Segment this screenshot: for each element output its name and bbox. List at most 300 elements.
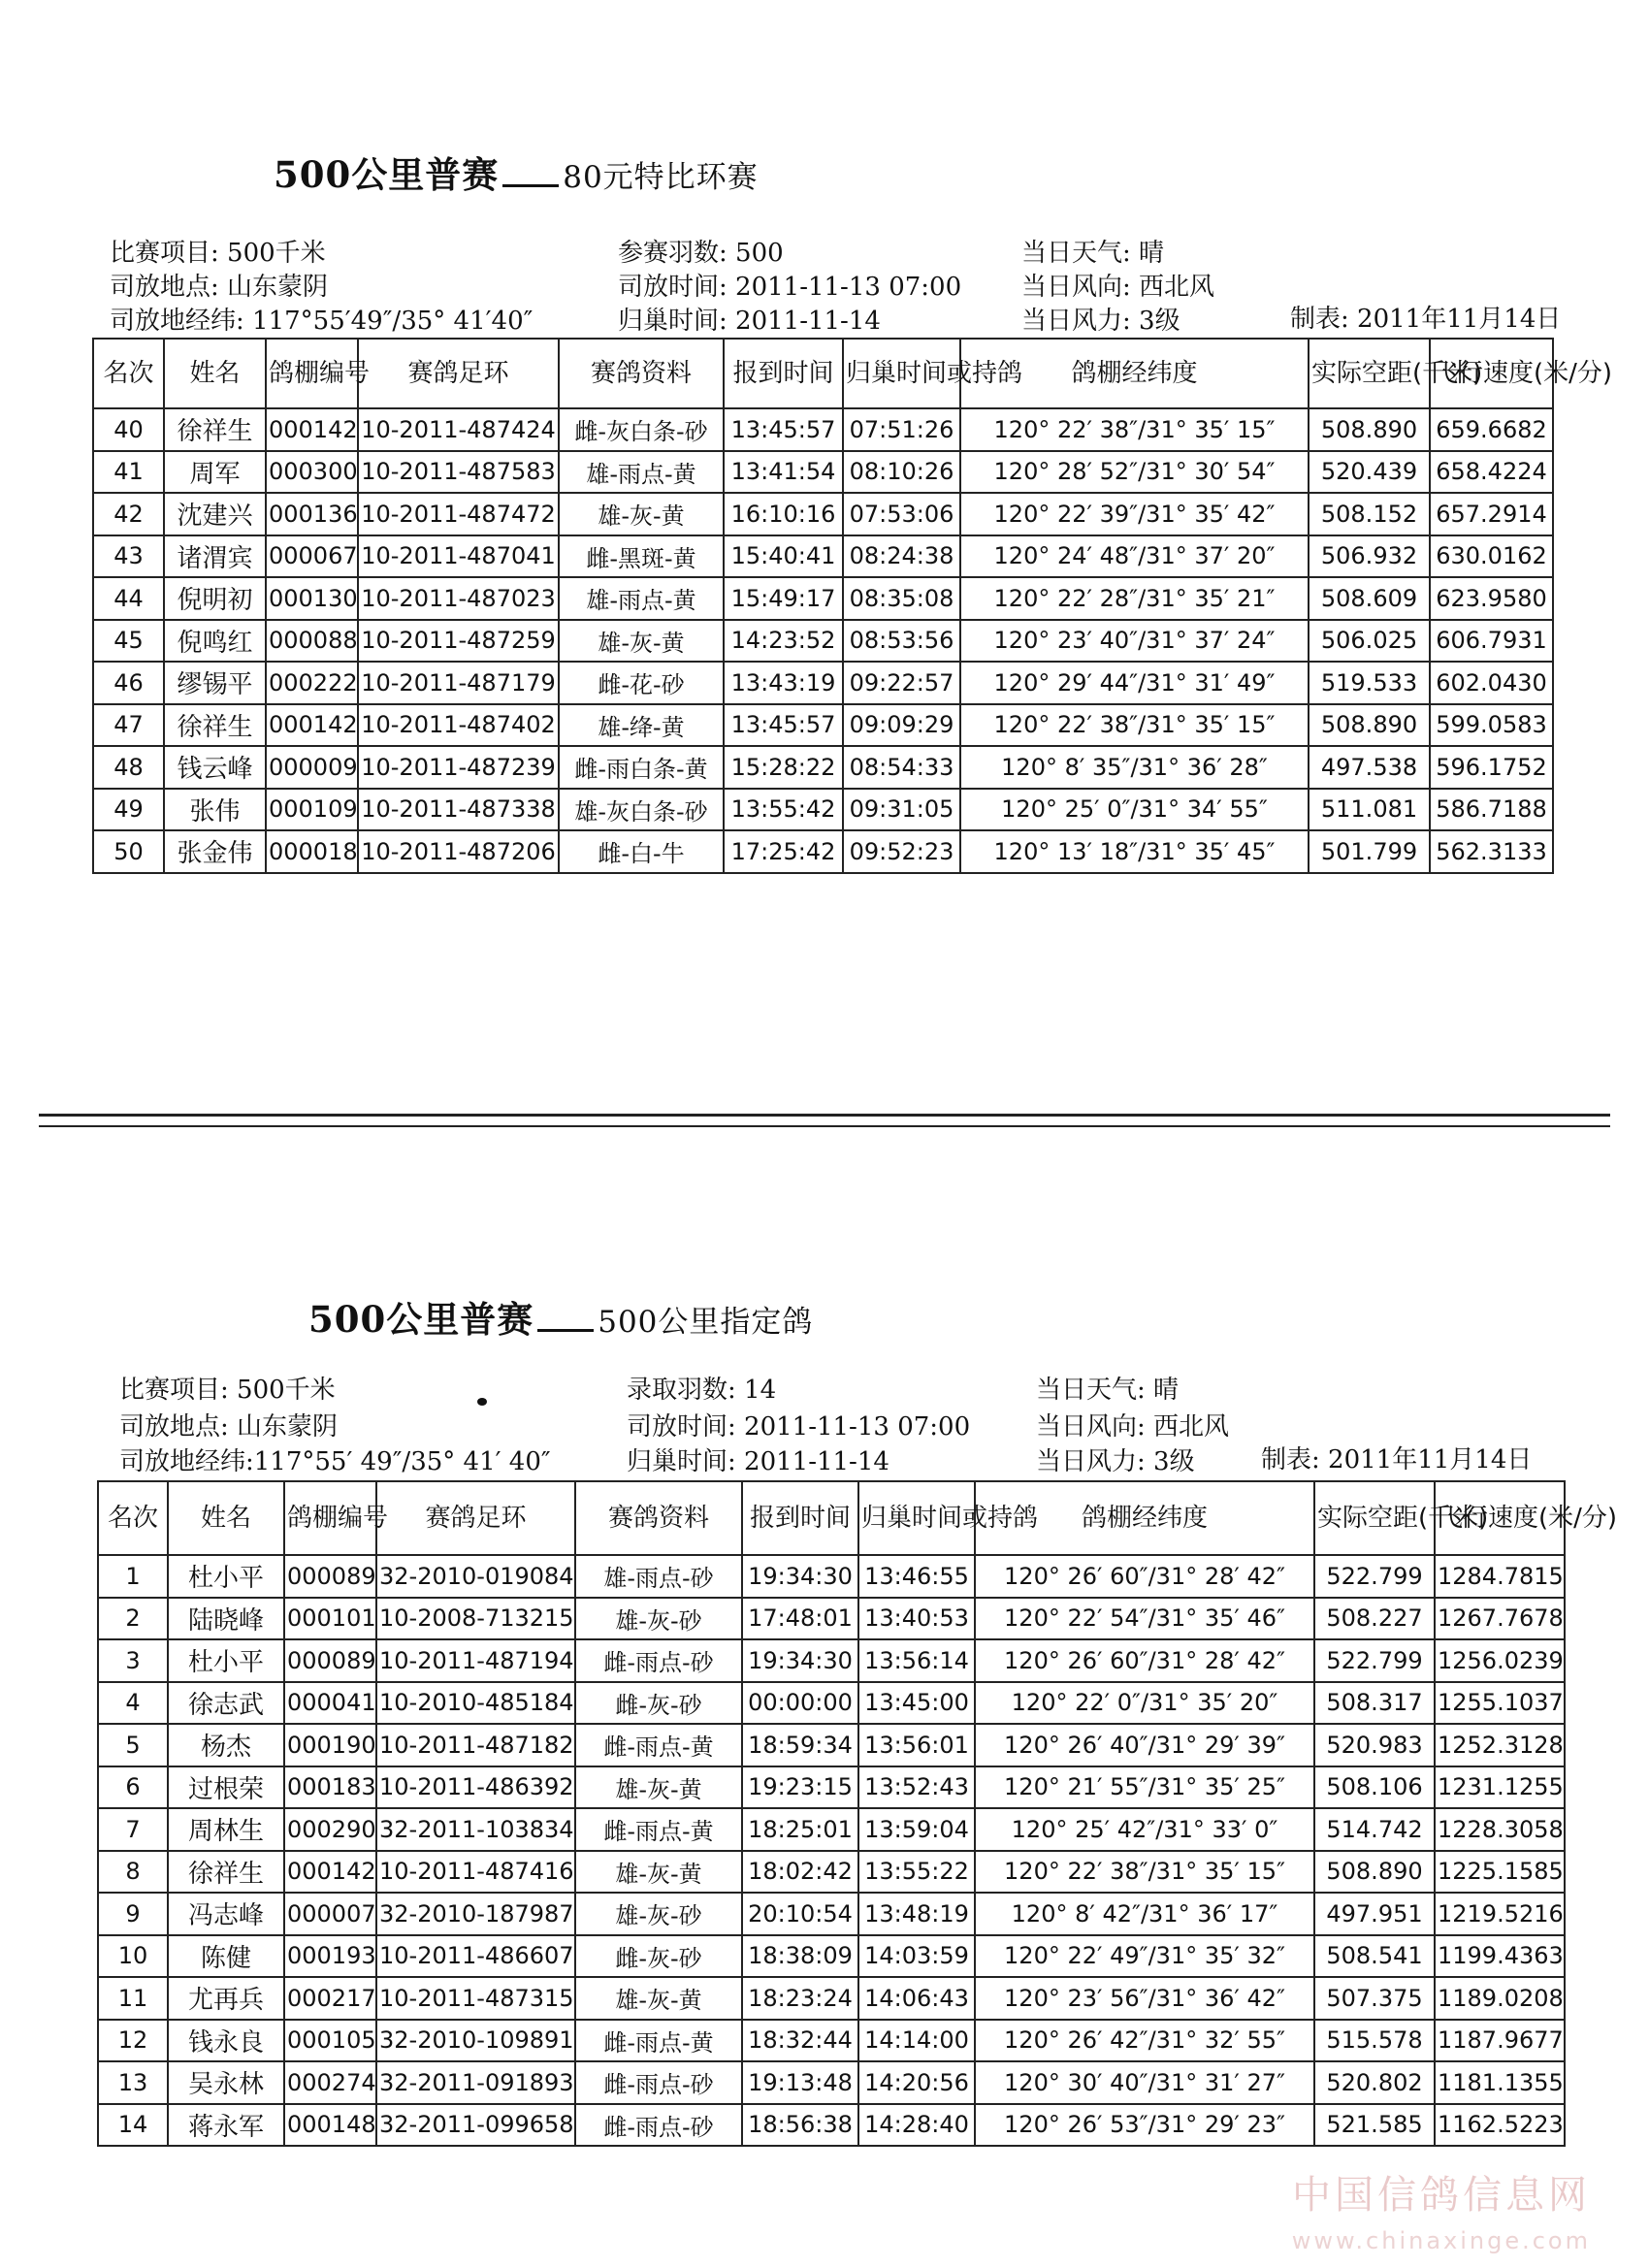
cell-return-time: 09:09:29 [843, 704, 960, 747]
cell-loft-coords: 120° 22′ 0″/31° 35′ 20″ [975, 1682, 1314, 1725]
cell-report-time: 18:32:44 [742, 2020, 858, 2062]
cell-report-time: 19:13:48 [742, 2061, 858, 2104]
cell-loft-no: 000018 [266, 830, 358, 873]
info-event: 比赛项目: 500千米 [119, 1376, 336, 1405]
cell-return-time: 13:52:43 [858, 1766, 975, 1809]
cell-loft-coords: 120° 24′ 48″/31° 37′ 20″ [960, 535, 1309, 578]
cell-rank: 6 [98, 1766, 168, 1809]
table-body [98, 1555, 1565, 2146]
cell-ring: 10-2011-487338 [358, 789, 559, 831]
cell-loft-coords: 120° 26′ 42″/31° 32′ 55″ [975, 2020, 1314, 2062]
table-row [98, 1682, 1565, 1725]
cell-name: 倪鸣红 [164, 620, 266, 663]
cell-loft-no: 000088 [266, 620, 358, 663]
cell-speed: 657.2914 [1430, 493, 1553, 535]
cell-report-time: 13:45:57 [724, 408, 843, 451]
cell-report-time: 15:49:17 [724, 577, 843, 620]
cell-bird-info: 雄-灰-砂 [575, 1893, 742, 1935]
cell-report-time: 13:41:54 [724, 451, 843, 494]
cell-report-time: 14:23:52 [724, 620, 843, 663]
cell-speed: 1199.4363 [1435, 1935, 1565, 1978]
cell-loft-coords: 120° 25′ 42″/31° 33′ 0″ [975, 1808, 1314, 1851]
cell-ring: 10-2011-487259 [358, 620, 559, 663]
cell-bird-info: 雄-雨点-黄 [559, 451, 724, 494]
cell-speed: 1231.1255 [1435, 1766, 1565, 1809]
cell-speed: 1187.9677 [1435, 2020, 1565, 2062]
cell-loft-coords: 120° 22′ 49″/31° 35′ 32″ [975, 1935, 1314, 1978]
cell-distance: 508.890 [1314, 1851, 1435, 1894]
cell-loft-coords: 120° 22′ 39″/31° 35′ 42″ [960, 493, 1309, 535]
watermark-site-name: 中国信鸽信息网 [1292, 2173, 1591, 2218]
header-ring: 赛鸽足环 [358, 339, 559, 408]
cell-return-time: 13:45:00 [858, 1682, 975, 1725]
cell-distance: 511.081 [1309, 789, 1430, 831]
cell-loft-no: 000193 [284, 1935, 376, 1978]
cell-report-time: 13:43:19 [724, 662, 843, 704]
info-release-time: 司放时间: 2011-11-13 07:00 [627, 1412, 971, 1442]
cell-return-time: 13:40:53 [858, 1598, 975, 1640]
cell-rank: 45 [93, 620, 164, 663]
cell-loft-no: 000067 [266, 535, 358, 578]
cell-bird-info: 雄-雨点-黄 [559, 577, 724, 620]
cell-name: 杨杰 [168, 1724, 284, 1766]
cell-loft-coords: 120° 23′ 40″/31° 37′ 24″ [960, 620, 1309, 663]
cell-rank: 13 [98, 2061, 168, 2104]
cell-report-time: 17:25:42 [724, 830, 843, 873]
cell-ring: 32-2010-019084 [376, 1555, 575, 1598]
cell-loft-no: 000148 [284, 2104, 376, 2147]
cell-loft-coords: 120° 22′ 38″/31° 35′ 15″ [960, 704, 1309, 747]
cell-speed: 1228.3058 [1435, 1808, 1565, 1851]
cell-ring: 10-2011-487041 [358, 535, 559, 578]
cell-distance: 508.609 [1309, 577, 1430, 620]
cell-distance: 497.951 [1314, 1893, 1435, 1935]
cell-name: 吴永林 [168, 2061, 284, 2104]
cell-loft-no: 000142 [266, 408, 358, 451]
cell-ring: 10-2011-487424 [358, 408, 559, 451]
cell-loft-coords: 120° 28′ 52″/31° 30′ 54″ [960, 451, 1309, 494]
cell-ring: 10-2011-487402 [358, 704, 559, 747]
cell-speed: 1219.5216 [1435, 1893, 1565, 1935]
title-main: 500公里普赛 [274, 153, 500, 196]
cell-return-time: 14:03:59 [858, 1935, 975, 1978]
info-return-time: 归巢时间: 2011-11-14 [618, 307, 881, 336]
cell-rank: 12 [98, 2020, 168, 2062]
cell-name: 陈健 [168, 1935, 284, 1978]
cell-bird-info: 雄-灰-黄 [575, 1977, 742, 2020]
cell-return-time: 13:46:55 [858, 1555, 975, 1598]
header-distance: 实际空距(千米) [1314, 1481, 1435, 1555]
cell-loft-coords: 120° 23′ 56″/31° 36′ 42″ [975, 1977, 1314, 2020]
cell-ring: 10-2011-487194 [376, 1639, 575, 1682]
info-wind-direction: 当日风向: 西北风 [1021, 273, 1215, 302]
header-loft-no: 鸽棚编号 [284, 1481, 376, 1555]
cell-rank: 14 [98, 2104, 168, 2147]
cell-loft-no: 000109 [266, 789, 358, 831]
cell-rank: 5 [98, 1724, 168, 1766]
cell-distance: 508.890 [1309, 408, 1430, 451]
info-wind-direction: 当日风向: 西北风 [1036, 1412, 1230, 1442]
cell-report-time: 18:25:01 [742, 1808, 858, 1851]
cell-distance: 508.152 [1309, 493, 1430, 535]
cell-name: 张金伟 [164, 830, 266, 873]
cell-loft-no: 000222 [266, 662, 358, 704]
table-row [98, 2020, 1565, 2062]
cell-speed: 1267.7678 [1435, 1598, 1565, 1640]
cell-distance: 508.890 [1309, 704, 1430, 747]
cell-name: 沈建兴 [164, 493, 266, 535]
cell-report-time: 19:34:30 [742, 1555, 858, 1598]
cell-loft-no: 000089 [284, 1639, 376, 1682]
cell-speed: 599.0583 [1430, 704, 1553, 747]
cell-name: 周军 [164, 451, 266, 494]
header-loft-coords: 鸽棚经纬度 [960, 339, 1309, 408]
cell-name: 徐志武 [168, 1682, 284, 1725]
info-location: 司放地点: 山东蒙阴 [110, 273, 329, 302]
title-sub: 500公里指定鸽 [598, 1305, 814, 1340]
cell-distance: 506.025 [1309, 620, 1430, 663]
table-row [98, 1808, 1565, 1851]
table-row [98, 1935, 1565, 1978]
cell-bird-info: 雌-灰-砂 [575, 1682, 742, 1725]
info-wind-force: 当日风力: 3级 [1036, 1447, 1195, 1476]
cell-name: 钱云峰 [164, 746, 266, 789]
table-row [98, 1977, 1565, 2020]
header-return-time: 归巢时间或持鸽 [858, 1481, 975, 1555]
cell-loft-no: 000130 [266, 577, 358, 620]
cell-name: 蒋永军 [168, 2104, 284, 2147]
cell-speed: 1181.1355 [1435, 2061, 1565, 2104]
cell-loft-coords: 120° 22′ 28″/31° 35′ 21″ [960, 577, 1309, 620]
cell-speed: 630.0162 [1430, 535, 1553, 578]
table-row [98, 2061, 1565, 2104]
cell-distance: 508.541 [1314, 1935, 1435, 1978]
cell-bird-info: 雄-绛-黄 [559, 704, 724, 747]
cell-distance: 508.317 [1314, 1682, 1435, 1725]
header-loft-no: 鸽棚编号 [266, 339, 358, 408]
cell-bird-info: 雄-灰-黄 [575, 1851, 742, 1894]
cell-loft-no: 000300 [266, 451, 358, 494]
cell-distance: 508.106 [1314, 1766, 1435, 1809]
cell-rank: 9 [98, 1893, 168, 1935]
cell-name: 徐祥生 [164, 704, 266, 747]
cell-ring: 10-2011-486392 [376, 1766, 575, 1809]
cell-report-time: 18:38:09 [742, 1935, 858, 1978]
cell-report-time: 17:48:01 [742, 1598, 858, 1640]
cell-rank: 44 [93, 577, 164, 620]
cell-bird-info: 雌-雨白条-黄 [559, 746, 724, 789]
title-separator [537, 1329, 594, 1332]
results-table-2 [97, 1480, 1618, 2147]
cell-distance: 522.799 [1314, 1555, 1435, 1598]
page-divider [39, 1114, 1610, 1117]
cell-loft-coords: 120° 22′ 38″/31° 35′ 15″ [960, 408, 1309, 451]
cell-ring: 32-2010-109891 [376, 2020, 575, 2062]
info-release-time: 司放时间: 2011-11-13 07:00 [618, 273, 962, 302]
cell-loft-no: 000142 [266, 704, 358, 747]
cell-ring: 10-2011-487182 [376, 1724, 575, 1766]
cell-distance: 522.799 [1314, 1639, 1435, 1682]
cell-speed: 1284.7815 [1435, 1555, 1565, 1598]
cell-loft-no: 000183 [284, 1766, 376, 1809]
cell-return-time: 14:20:56 [858, 2061, 975, 2104]
cell-loft-coords: 120° 30′ 40″/31° 31′ 27″ [975, 2061, 1314, 2104]
cell-name: 冯志峰 [168, 1893, 284, 1935]
cell-distance: 514.742 [1314, 1808, 1435, 1851]
header-speed: 飞行速度(米/分) [1435, 1481, 1565, 1555]
title-sub: 80元特比环赛 [563, 160, 759, 195]
cell-distance: 515.578 [1314, 2020, 1435, 2062]
cell-report-time: 18:56:38 [742, 2104, 858, 2147]
header-distance: 实际空距(千米) [1309, 339, 1430, 408]
cell-rank: 43 [93, 535, 164, 578]
cell-rank: 2 [98, 1598, 168, 1640]
cell-ring: 10-2011-487239 [358, 746, 559, 789]
cell-bird-info: 雌-灰-砂 [575, 1935, 742, 1978]
cell-return-time: 09:52:23 [843, 830, 960, 873]
cell-rank: 7 [98, 1808, 168, 1851]
cell-bird-info: 雌-雨点-黄 [575, 2020, 742, 2062]
cell-speed: 658.4224 [1430, 451, 1553, 494]
cell-speed: 606.7931 [1430, 620, 1553, 663]
cell-name: 缪锡平 [164, 662, 266, 704]
header-rank: 名次 [93, 339, 164, 408]
cell-return-time: 09:22:57 [843, 662, 960, 704]
cell-report-time: 00:00:00 [742, 1682, 858, 1725]
cell-loft-coords: 120° 22′ 38″/31° 35′ 15″ [975, 1851, 1314, 1894]
cell-distance: 519.533 [1309, 662, 1430, 704]
cell-ring: 10-2008-713215 [376, 1598, 575, 1640]
cell-ring: 32-2011-103834 [376, 1808, 575, 1851]
cell-bird-info: 雄-灰-黄 [559, 620, 724, 663]
cell-distance: 520.439 [1309, 451, 1430, 494]
cell-bird-info: 雄-灰-黄 [575, 1766, 742, 1809]
cell-bird-info: 雌-白-牛 [559, 830, 724, 873]
cell-ring: 10-2010-485184 [376, 1682, 575, 1725]
cell-name: 徐祥生 [168, 1851, 284, 1894]
cell-return-time: 13:59:04 [858, 1808, 975, 1851]
cell-loft-coords: 120° 26′ 40″/31° 29′ 39″ [975, 1724, 1314, 1766]
info-weather: 当日天气: 晴 [1036, 1376, 1180, 1405]
cell-report-time: 20:10:54 [742, 1893, 858, 1935]
cell-loft-coords: 120° 8′ 42″/31° 36′ 17″ [975, 1893, 1314, 1935]
cell-speed: 596.1752 [1430, 746, 1553, 789]
cell-return-time: 13:55:22 [858, 1851, 975, 1894]
cell-distance: 520.983 [1314, 1724, 1435, 1766]
table-row [98, 2104, 1565, 2147]
cell-return-time: 08:24:38 [843, 535, 960, 578]
cell-loft-no: 000101 [284, 1598, 376, 1640]
cell-rank: 49 [93, 789, 164, 831]
cell-loft-no: 000136 [266, 493, 358, 535]
header-bird-info: 赛鸽资料 [559, 339, 724, 408]
cell-ring: 32-2011-091893 [376, 2061, 575, 2104]
cell-name: 钱永良 [168, 2020, 284, 2062]
cell-distance: 506.932 [1309, 535, 1430, 578]
title-main: 500公里普赛 [308, 1298, 534, 1341]
cell-distance: 497.538 [1309, 746, 1430, 789]
info-count: 录取羽数: 14 [627, 1376, 777, 1405]
cell-ring: 10-2011-487416 [376, 1851, 575, 1894]
cell-rank: 10 [98, 1935, 168, 1978]
cell-report-time: 13:55:42 [724, 789, 843, 831]
info-location: 司放地点: 山东蒙阴 [119, 1412, 339, 1442]
cell-speed: 602.0430 [1430, 662, 1553, 704]
cell-rank: 8 [98, 1851, 168, 1894]
cell-name: 张伟 [164, 789, 266, 831]
cell-loft-no: 000142 [284, 1851, 376, 1894]
cell-speed: 1255.1037 [1435, 1682, 1565, 1725]
header-name: 姓名 [168, 1481, 284, 1555]
cell-bird-info: 雌-雨点-砂 [575, 2061, 742, 2104]
cell-return-time: 08:54:33 [843, 746, 960, 789]
cell-report-time: 15:28:22 [724, 746, 843, 789]
table-header-row [98, 1481, 1565, 1555]
cell-return-time: 13:48:19 [858, 1893, 975, 1935]
cell-speed: 1189.0208 [1435, 1977, 1565, 2020]
cell-bird-info: 雌-黑斑-黄 [559, 535, 724, 578]
cell-name: 杜小平 [168, 1555, 284, 1598]
cell-return-time: 07:51:26 [843, 408, 960, 451]
cell-return-time: 08:10:26 [843, 451, 960, 494]
watermark-url: www.chinaxinge.com [1291, 2227, 1591, 2254]
cell-loft-coords: 120° 8′ 35″/31° 36′ 28″ [960, 746, 1309, 789]
cell-name: 陆晓峰 [168, 1598, 284, 1640]
cell-return-time: 14:14:00 [858, 2020, 975, 2062]
page-divider [39, 1125, 1610, 1127]
cell-loft-no: 000274 [284, 2061, 376, 2104]
cell-rank: 46 [93, 662, 164, 704]
cell-bird-info: 雌-雨点-砂 [575, 1639, 742, 1682]
cell-return-time: 13:56:14 [858, 1639, 975, 1682]
cell-report-time: 19:34:30 [742, 1639, 858, 1682]
info-count: 参赛羽数: 500 [618, 239, 784, 268]
cell-return-time: 13:56:01 [858, 1724, 975, 1766]
cell-return-time: 08:53:56 [843, 620, 960, 663]
cell-loft-no: 000089 [284, 1555, 376, 1598]
cell-loft-coords: 120° 21′ 55″/31° 35′ 25″ [975, 1766, 1314, 1809]
table-row [98, 1893, 1565, 1935]
cell-loft-coords: 120° 26′ 60″/31° 28′ 42″ [975, 1555, 1314, 1598]
cell-name: 过根荣 [168, 1766, 284, 1809]
cell-ring: 10-2011-487583 [358, 451, 559, 494]
cell-bird-info: 雌-花-砂 [559, 662, 724, 704]
cell-loft-no: 000009 [266, 746, 358, 789]
cell-report-time: 16:10:16 [724, 493, 843, 535]
cell-return-time: 08:35:08 [843, 577, 960, 620]
cell-report-time: 19:23:15 [742, 1766, 858, 1809]
info-coords: 司放地经纬:117°55′ 49″/35° 41′ 40″ [119, 1447, 551, 1476]
cell-rank: 42 [93, 493, 164, 535]
cell-name: 诸渭宾 [164, 535, 266, 578]
table-row [98, 1639, 1565, 1682]
cell-speed: 586.7188 [1430, 789, 1553, 831]
info-made-date: 制表: 2011年11月14日 [1290, 305, 1562, 334]
cell-ring: 10-2011-487315 [376, 1977, 575, 2020]
cell-name: 倪明初 [164, 577, 266, 620]
cell-bird-info: 雄-灰白条-砂 [559, 789, 724, 831]
cell-report-time: 18:02:42 [742, 1851, 858, 1894]
cell-rank: 11 [98, 1977, 168, 2020]
info-weather: 当日天气: 晴 [1021, 239, 1165, 268]
cell-bird-info: 雌-灰白条-砂 [559, 408, 724, 451]
cell-report-time: 18:59:34 [742, 1724, 858, 1766]
info-return-time: 归巢时间: 2011-11-14 [627, 1447, 889, 1476]
cell-rank: 1 [98, 1555, 168, 1598]
cell-speed: 1162.5223 [1435, 2104, 1565, 2147]
table-row [98, 1766, 1565, 1809]
info-event: 比赛项目: 500千米 [110, 239, 326, 268]
cell-ring: 10-2011-486607 [376, 1935, 575, 1978]
cell-distance: 507.375 [1314, 1977, 1435, 2020]
cell-rank: 3 [98, 1639, 168, 1682]
cell-loft-no: 000041 [284, 1682, 376, 1725]
cell-return-time: 07:53:06 [843, 493, 960, 535]
header-report-time: 报到时间 [724, 339, 843, 408]
cell-rank: 41 [93, 451, 164, 494]
cell-ring: 32-2011-099658 [376, 2104, 575, 2147]
cell-loft-coords: 120° 29′ 44″/31° 31′ 49″ [960, 662, 1309, 704]
cell-report-time: 13:45:57 [724, 704, 843, 747]
cell-rank: 40 [93, 408, 164, 451]
cell-loft-no: 000007 [284, 1893, 376, 1935]
table-row [98, 1598, 1565, 1640]
cell-speed: 562.3133 [1430, 830, 1553, 873]
cell-name: 杜小平 [168, 1639, 284, 1682]
cell-report-time: 15:40:41 [724, 535, 843, 578]
cell-loft-coords: 120° 13′ 18″/31° 35′ 45″ [960, 830, 1309, 873]
ink-speck [477, 1398, 487, 1406]
cell-speed: 623.9580 [1430, 577, 1553, 620]
cell-loft-no: 000190 [284, 1724, 376, 1766]
cell-bird-info: 雌-雨点-黄 [575, 1808, 742, 1851]
header-speed: 飞行速度(米/分) [1430, 339, 1553, 408]
cell-speed: 1252.3128 [1435, 1724, 1565, 1766]
cell-loft-coords: 120° 26′ 53″/31° 29′ 23″ [975, 2104, 1314, 2147]
cell-rank: 50 [93, 830, 164, 873]
header-rank: 名次 [98, 1481, 168, 1555]
section-2-title [308, 1290, 813, 1343]
table-row [98, 1724, 1565, 1766]
cell-distance: 521.585 [1314, 2104, 1435, 2147]
cell-bird-info: 雌-雨点-砂 [575, 2104, 742, 2147]
header-return-time: 归巢时间或持鸽 [843, 339, 960, 408]
cell-loft-coords: 120° 26′ 60″/31° 28′ 42″ [975, 1639, 1314, 1682]
cell-distance: 501.799 [1309, 830, 1430, 873]
cell-speed: 1256.0239 [1435, 1639, 1565, 1682]
info-wind-force: 当日风力: 3级 [1021, 307, 1180, 336]
cell-name: 徐祥生 [164, 408, 266, 451]
header-name: 姓名 [164, 339, 266, 408]
cell-loft-no: 000105 [284, 2020, 376, 2062]
cell-name: 尤再兵 [168, 1977, 284, 2020]
cell-speed: 659.6682 [1430, 408, 1553, 451]
cell-bird-info: 雄-灰-砂 [575, 1598, 742, 1640]
header-loft-coords: 鸽棚经纬度 [975, 1481, 1314, 1555]
cell-loft-coords: 120° 25′ 0″/31° 34′ 55″ [960, 789, 1309, 831]
cell-return-time: 14:06:43 [858, 1977, 975, 2020]
cell-bird-info: 雌-雨点-黄 [575, 1724, 742, 1766]
cell-ring: 32-2010-187987 [376, 1893, 575, 1935]
cell-return-time: 14:28:40 [858, 2104, 975, 2147]
cell-return-time: 09:31:05 [843, 789, 960, 831]
cell-distance: 508.227 [1314, 1598, 1435, 1640]
cell-loft-coords: 120° 22′ 54″/31° 35′ 46″ [975, 1598, 1314, 1640]
header-bird-info: 赛鸽资料 [575, 1481, 742, 1555]
cell-distance: 520.802 [1314, 2061, 1435, 2104]
cell-report-time: 18:23:24 [742, 1977, 858, 2020]
header-report-time: 报到时间 [742, 1481, 858, 1555]
